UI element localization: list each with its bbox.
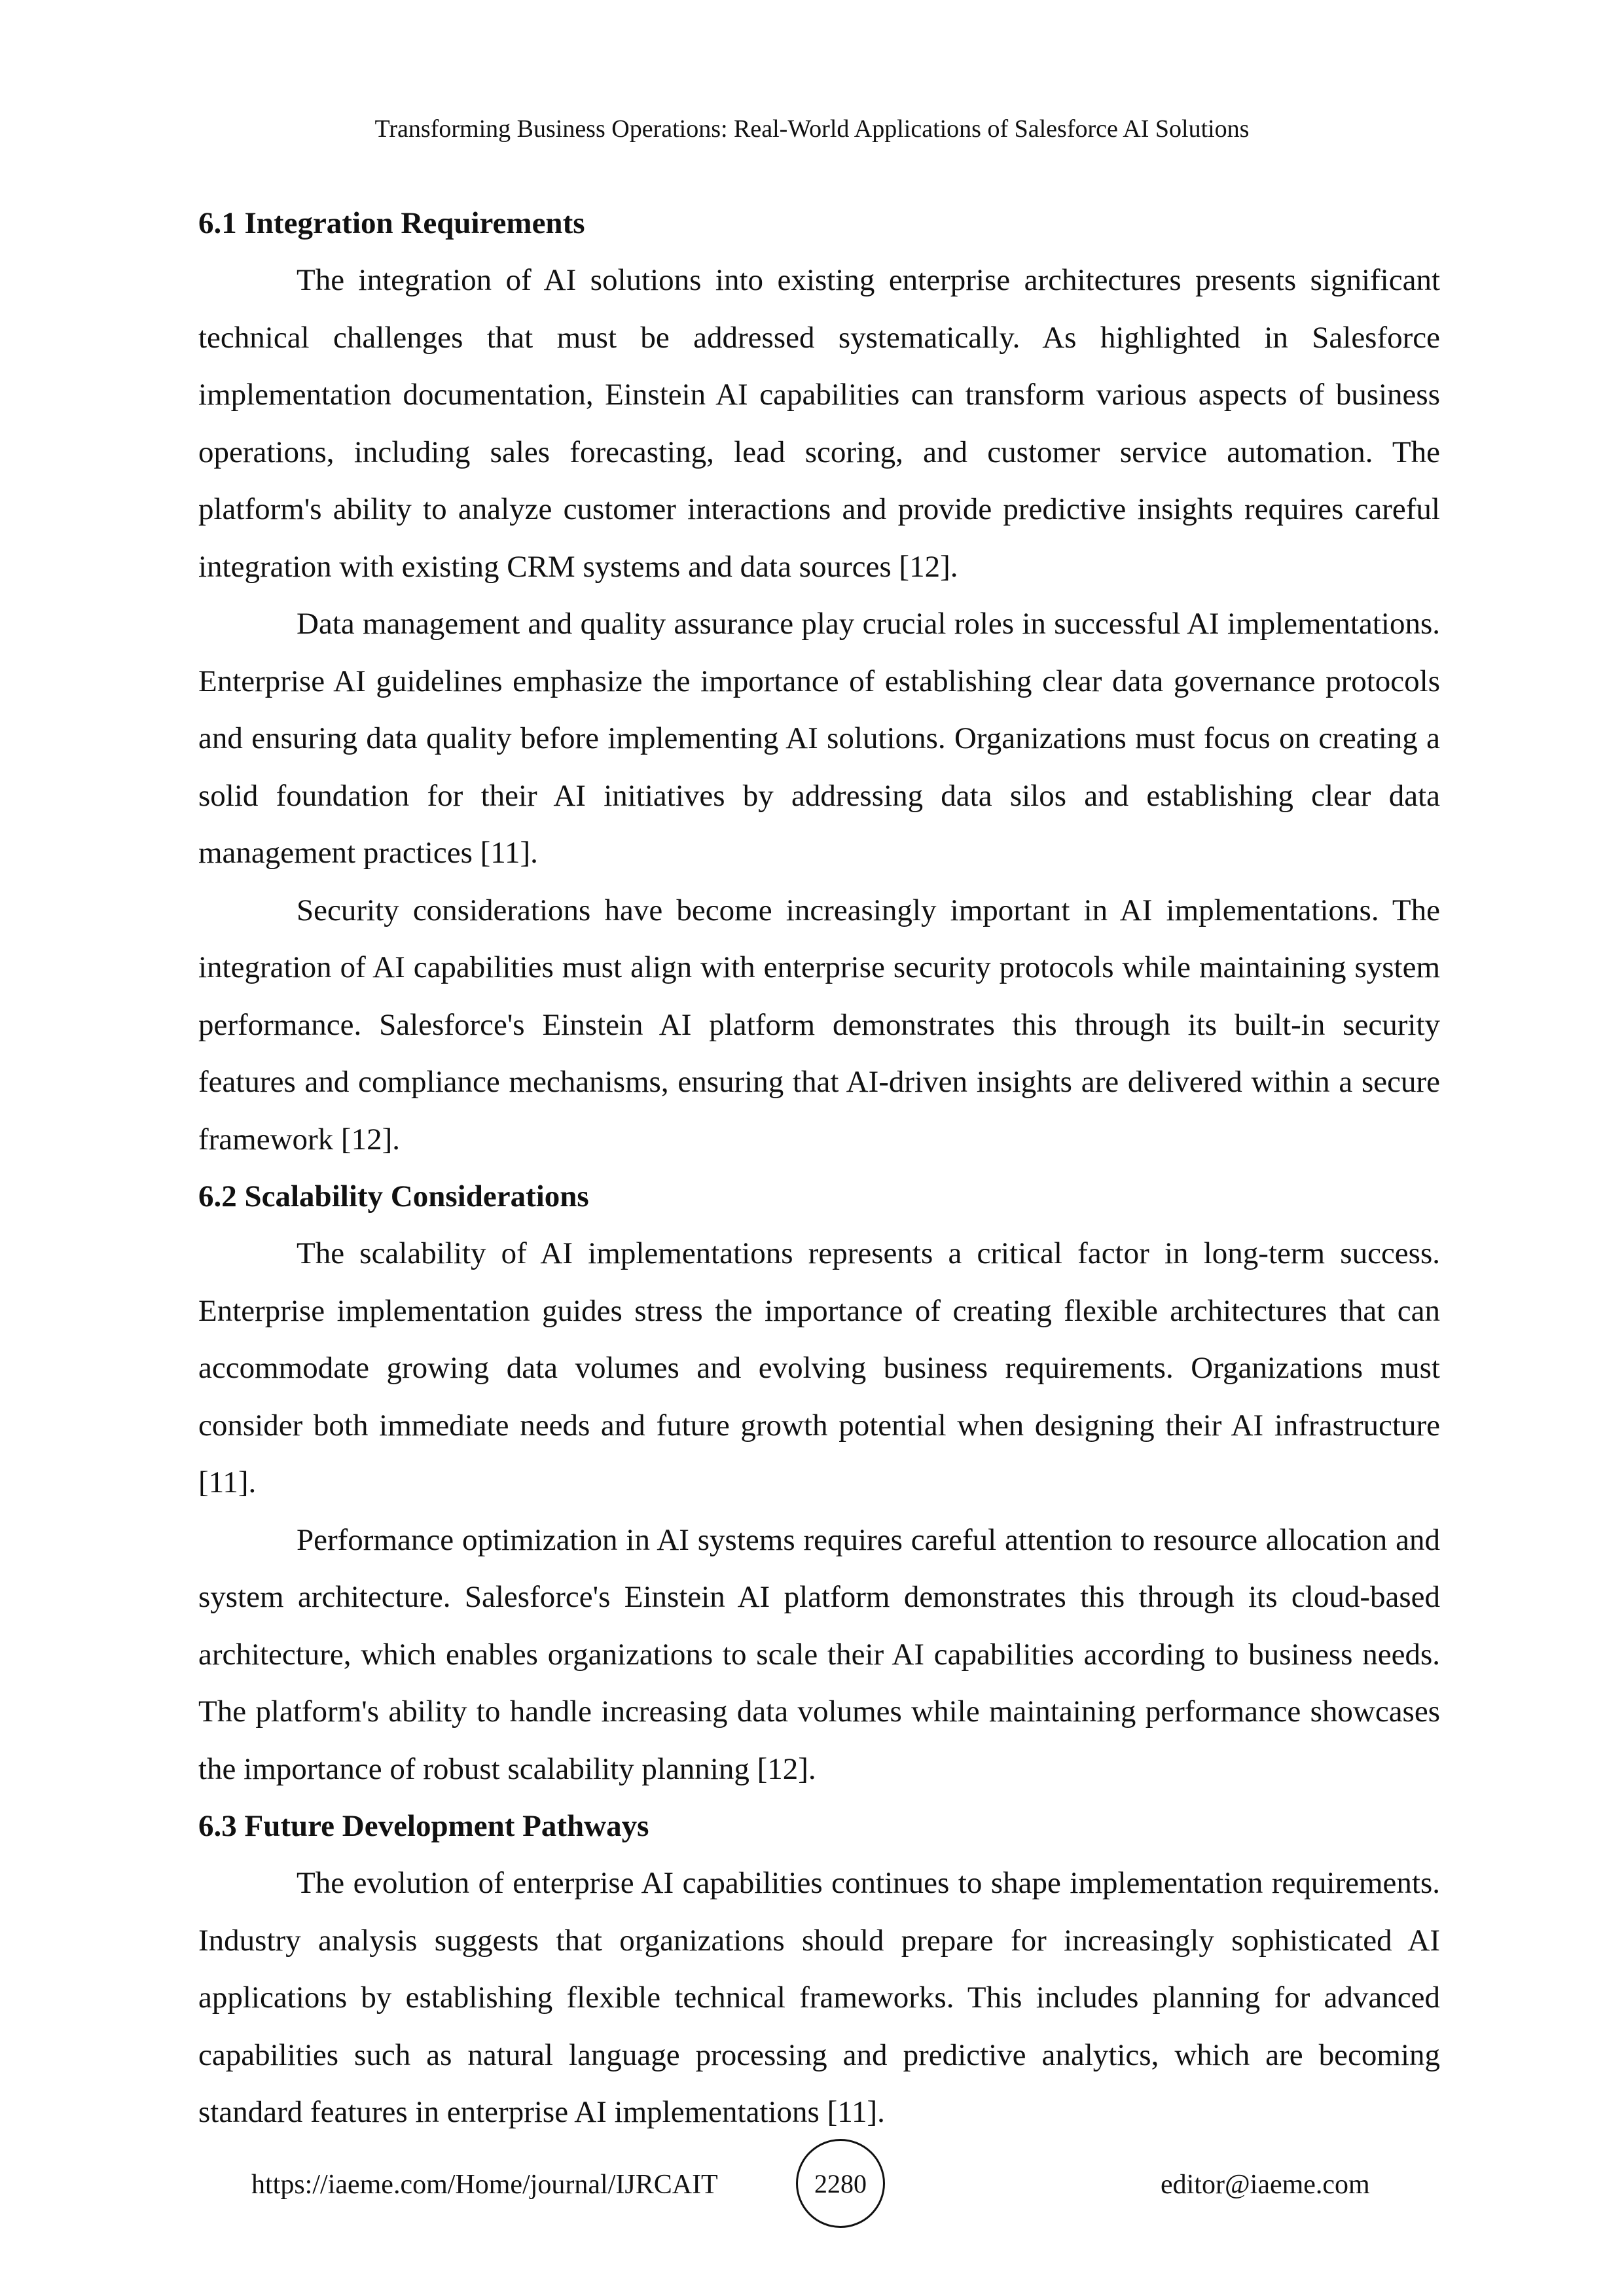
section-heading: 6.3 Future Development Pathways [198,1809,649,1843]
section-heading: 6.2 Scalability Considerations [198,1179,589,1213]
paragraph: Performance optimization in AI systems requires careful attention to resource allocation and system architecture. Salesforce's Einstein AI platform demonstrates this through its cloud-based architecture, which enables organizations to scale their AI capabilities according to business needs. The platform's ability to handle increasing data volumes while maintaining performance showcases the importance of robust scalability planning [12]. [198,1522,1440,1786]
paragraph: Security considerations have become increasingly important in AI implementations. The integration of AI capabilities must align with enterprise security protocols while maintaining system performance. Salesforce's Einstein AI platform demonstrates this through its built-in security features and compliance mechanisms, ensuring that AI-driven insights are delivered within a secure framework [12]. [198,893,1440,1157]
journal-url-link[interactable]: https://iaeme.com/Home/journal/IJRCAIT [251,2170,718,2200]
paragraph: Data management and quality assurance play crucial roles in successful AI implementations. Enterprise AI guidelines emphasize the importance of establishing clear data governance protocols and ensuring data quality before implementing AI solutions. Organizations must focus on creating a solid foundation for their AI initiatives by addressing data silos and establishing clear data management practices [11]. [198,607,1440,870]
page-footer [0,2139,1624,2231]
article-body [198,195,1440,2142]
section-scalability-considerations [198,1168,1440,1798]
paragraph: The integration of AI solutions into existing enterprise architectures presents significant technical challenges that must be addressed systematically. As highlighted in Salesforce implementation documentation, Einstein AI capabilities can transform various aspects of business operations, including sales forecasting, lead scoring, and customer service automation. The platform's ability to analyze customer interactions and provide predictive insights requires careful integration with existing CRM systems and data sources [12]. [198,263,1440,584]
running-header: Transforming Business Operations: Real-World Applications of Salesforce AI Solutions [374,115,1250,143]
editor-email-link[interactable]: editor@iaeme.com [1161,2170,1370,2200]
paragraph: The evolution of enterprise AI capabilities continues to shape implementation requirements. Industry analysis suggests that organizations should prepare for increasingly sophisticated AI applications by establishing flexible technical frameworks. This includes planning for advanced capabilities such as natural language processing and predictive analytics, which are becoming standard features in enterprise AI implementations [11]. [198,1866,1440,2129]
section-heading: 6.1 Integration Requirements [198,206,585,240]
page-number-badge: 2280 [796,2139,885,2228]
paragraph: The scalability of AI implementations represents a critical factor in long-term success. Enterprise implementation guides stress the importance of creating flexible architectures that can accommodate growing data volumes and evolving business requirements. Organizations must consider both immediate needs and future growth potential when designing their AI infrastructure [11]. [198,1236,1440,1499]
section-future-development-pathways [198,1798,1440,2142]
section-integration-requirements [198,195,1440,1168]
